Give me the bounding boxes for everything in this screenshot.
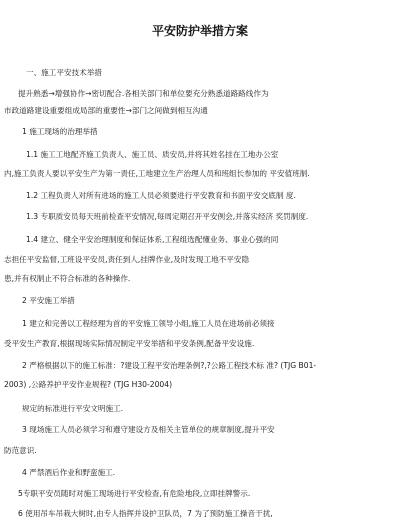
paragraph-line: 4 严禁酒后作业和野蛮施工.	[22, 468, 116, 477]
document-title: 平安防护举措方案	[151, 24, 248, 38]
paragraph-line: 1.1 施工工地配齐施工负责人、施工员、质安员,并将其姓名挂在工地办公室	[26, 150, 279, 159]
paragraph-line: 防范意识.	[4, 446, 37, 455]
paragraph-line: 1 建立和完善以工程经理为首的平安施工领导小组,施工人员在进场前必须接	[22, 319, 275, 328]
paragraph-line: 1.2 工程负责人对所有进场的施工人员必须要进行平安教育和书面平安交底制 度.	[26, 191, 296, 200]
paragraph-line: 规定的标准进行平安文明施工.	[22, 404, 124, 413]
paragraph-line: 2 严格根据以下的施工标准：?建设工程平安治理条例?,?公路工程技术标 准? (TJG B01-	[22, 361, 317, 370]
section-heading-1: 一、施工平安技术举措	[26, 68, 102, 77]
paragraph-line: 患,并有权制止不符合标准的各种操作.	[4, 274, 131, 283]
section-heading-2: 2 平安施工举措	[22, 296, 75, 305]
paragraph-line: 受平安生产教育,根据现场实际情况制定平安举措和平安条例,配备平安设施.	[4, 339, 255, 348]
paragraph-line: 3 现场施工人员必须学习和遵守建设方及相关主管单位的规章制度,提升平安	[22, 425, 275, 434]
paragraph-line: 志担任平安监督,工班设平安员,责任到人,挂牌作业,及时发现工地不平安隐	[4, 255, 250, 264]
paragraph-line: 内,施工负责人要以平安生产为第一责任,工地建立生产治理人员和班组长参加的 平安值班制.	[4, 169, 310, 178]
paragraph-line: 1.3 专职质安员每天班前检查平安情况,每周定期召开平安例会,并落实经济 奖罚制度.	[26, 212, 309, 221]
paragraph-line: 市政道路建设重要组成局部的重要性→部门之间做到相互沟通	[4, 106, 208, 115]
paragraph-line: 提升熟悉→增强协作→密切配合.各相关部门和单位要充分熟悉道路路线作为	[18, 89, 269, 98]
paragraph-line: 1.4 建立、健全平安治理制度和保证体系,工程组选配懂业务、事业心强的同	[26, 235, 279, 244]
subsection-heading: 1 施工现场的治理举措	[22, 127, 98, 136]
paragraph-line: 2003) ,公路养护平安作业规程? (TJG H30-2004)	[4, 380, 173, 389]
paragraph-line: 5专职平安员随时对施工现场进行平安检查,有危险地段,立即挂牌警示.	[18, 489, 251, 498]
paragraph-line: 6 使用吊车吊栽大树时,由专人指挥并设护卫队员，7 为了预防施工操音干扰,	[18, 509, 273, 518]
